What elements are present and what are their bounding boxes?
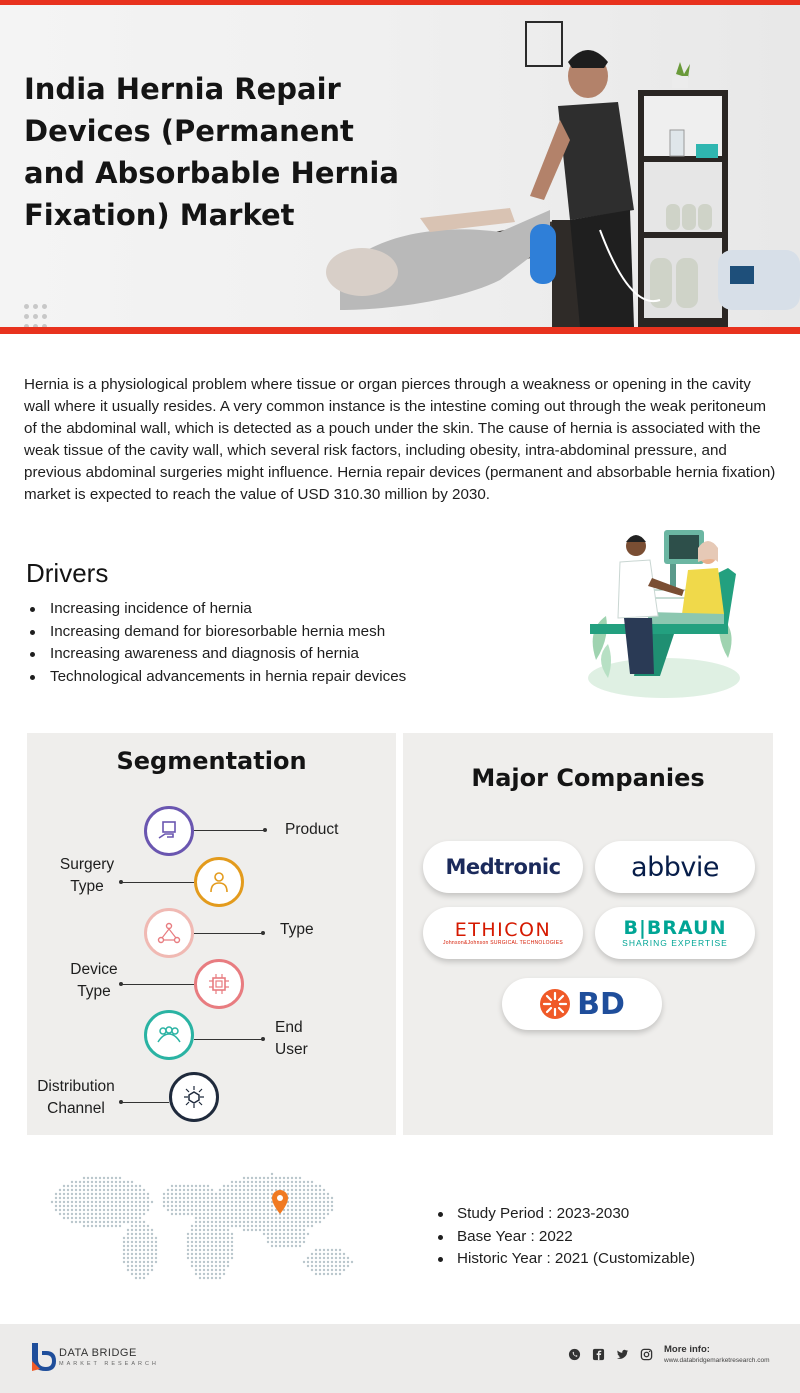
twitter-icon[interactable] bbox=[616, 1348, 629, 1361]
end-user-segment-icon bbox=[144, 1010, 194, 1060]
device-type-segment-icon bbox=[194, 959, 244, 1009]
top-accent-bar bbox=[0, 0, 800, 5]
driver-item: Increasing awareness and diagnosis of hernia bbox=[30, 643, 406, 666]
historic-year: Historic Year : 2021 (Customizable) bbox=[438, 1248, 695, 1271]
page-title: India Hernia Repair Devices (Permanent and Absorbable Hernia Fixation) Market bbox=[24, 72, 399, 232]
hero-bottom-bar bbox=[0, 327, 800, 334]
company-logo-abbvie: abbvie bbox=[595, 841, 755, 893]
more-info-label: More info: bbox=[664, 1344, 710, 1355]
ultrasound-illustration bbox=[578, 528, 746, 700]
company-logo-medtronic: Medtronic bbox=[423, 841, 583, 893]
bd-starburst-icon bbox=[539, 988, 571, 1020]
drivers-list bbox=[30, 598, 406, 688]
chip-icon bbox=[206, 971, 232, 997]
whatsapp-icon[interactable] bbox=[568, 1348, 581, 1361]
box-hand-icon bbox=[156, 818, 182, 844]
distribution-icon bbox=[181, 1084, 207, 1110]
website-link[interactable]: www.databridgemarketresearch.com bbox=[664, 1357, 770, 1364]
companies-title: Major Companies bbox=[471, 764, 705, 792]
world-map bbox=[40, 1162, 364, 1294]
logo-text: DATA BRIDGE bbox=[59, 1347, 137, 1359]
hero-banner bbox=[0, 0, 800, 334]
intro-paragraph: Hernia is a physiological problem where tissue or organ pierces through a weakness or opening in the cavity wall where it usually resides. A very common instance is the intestine coming out through the weak peritoneum of the abdominal wall, which is detected as a pouch under the skin. The cause of hernia is associated with the weak tissue of the cavity wall, which several risk factors, including obesity, intra-abdominal pressure, and previous abdominal surgeries might influence. Hernia repair devices (permanent and absorbable hernia fixation) market is expected to reach the value of USD 310.30 million by 2030. bbox=[24, 376, 776, 503]
study-period: Study Period : 2023-2030 bbox=[438, 1203, 695, 1226]
segment-label-distribution-channel: Distribution Channel bbox=[37, 1078, 115, 1117]
distribution-channel-segment-icon bbox=[169, 1072, 219, 1122]
segment-label-product: Product bbox=[285, 821, 339, 838]
logo-subtext: MARKET RESEARCH bbox=[59, 1361, 159, 1367]
major-companies-panel bbox=[403, 733, 773, 1135]
surgery-type-segment-icon bbox=[194, 857, 244, 907]
product-segment-icon bbox=[144, 806, 194, 856]
segment-label-end-user: End User bbox=[275, 1019, 308, 1058]
network-icon bbox=[156, 920, 182, 946]
driver-item: Increasing demand for bioresorbable hernia mesh bbox=[30, 621, 406, 644]
segment-label-surgery-type: Surgery Type bbox=[59, 856, 115, 895]
study-info-list bbox=[438, 1203, 695, 1271]
company-logo-bd: BD bbox=[502, 978, 662, 1030]
type-segment-icon bbox=[144, 908, 194, 958]
base-year: Base Year : 2022 bbox=[438, 1226, 695, 1249]
driver-item: Increasing incidence of hernia bbox=[30, 598, 406, 621]
facebook-icon[interactable] bbox=[592, 1348, 605, 1361]
footer bbox=[0, 1324, 800, 1393]
segment-label-type: Type bbox=[280, 921, 314, 938]
segmentation-panel bbox=[27, 733, 396, 1135]
data-bridge-logo-icon bbox=[28, 1341, 56, 1373]
company-logo-ethicon: ETHICON Johnson&Johnson SURGICAL TECHNOLOGIES bbox=[423, 907, 583, 959]
users-icon bbox=[155, 1022, 183, 1048]
drivers-title: Drivers bbox=[26, 558, 109, 588]
surgeon-icon bbox=[206, 869, 232, 895]
company-logo-bbraun: B|BRAUN SHARING EXPERTISE bbox=[595, 907, 755, 959]
instagram-icon[interactable] bbox=[640, 1348, 653, 1361]
segmentation-title: Segmentation bbox=[116, 747, 307, 775]
driver-item: Technological advancements in hernia repair devices bbox=[30, 666, 406, 689]
segment-label-device-type: Device Type bbox=[70, 961, 118, 1000]
